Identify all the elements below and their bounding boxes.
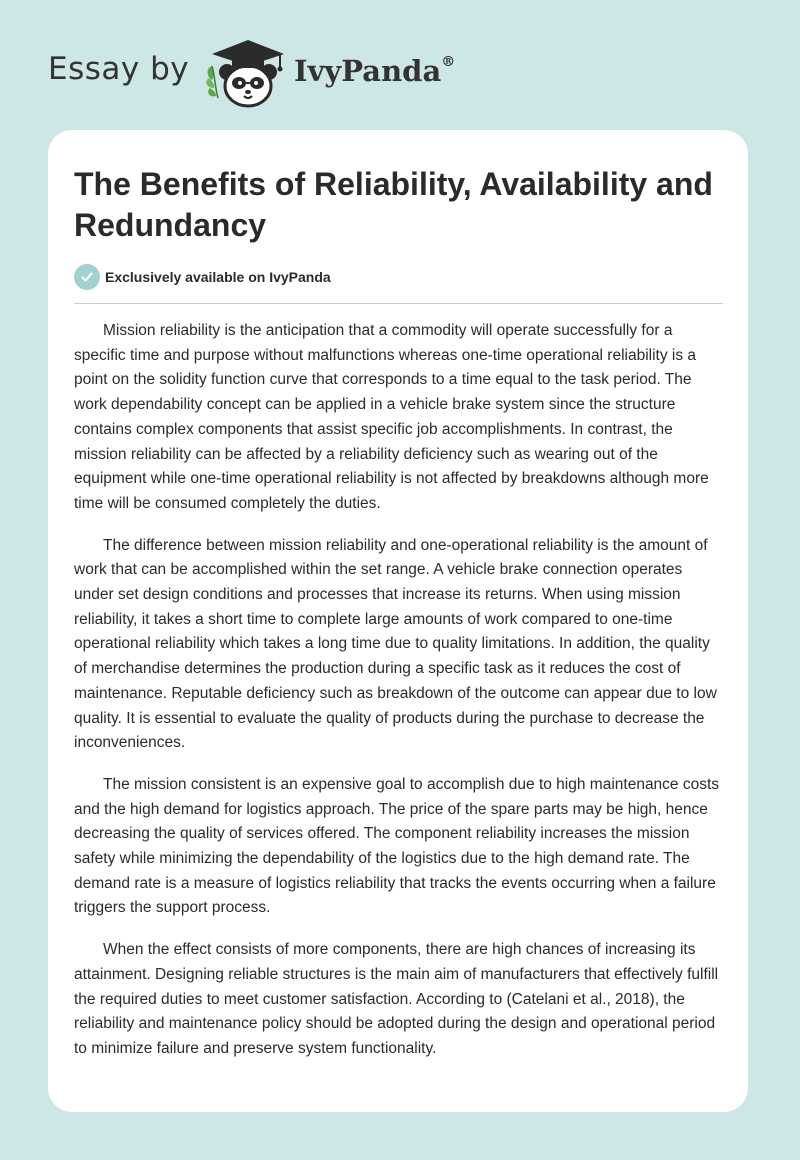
divider (74, 303, 723, 304)
check-icon (74, 264, 100, 290)
essay-by-label: Essay by (48, 51, 190, 87)
essay-title: The Benefits of Reliability, Availability and Redundancy (74, 166, 713, 243)
brand-name (294, 54, 455, 88)
paragraph: Mission reliability is the anticipation that a commodity will operate successfully for a specific time and purpose without malfunctions whereas one-time operational reliability is a point on the solidity function curve that corresponds to a time equal to the task period. The work dependability concept can be applied in a vehicle brake system since the structure contains complex components that assist specific job accomplishments. In contrast, the mission reliability can be affected by a reliability deficiency such as wearing out of the equipment while one-time operational reliability is not affected by breakdowns although more time will be consumed completely the duties. (74, 322, 709, 512)
essay-card (48, 130, 748, 1112)
panda-graduate-icon (200, 36, 290, 108)
site-header (48, 36, 508, 108)
brand-label: IvyPanda (294, 54, 442, 88)
paragraph: The mission consistent is an expensive goal to accomplish due to high maintenance costs and the high demand for logistics approach. The price of the spare parts may be high, hence decreasing the quality of services offered. The component reliability increases the mission safety while minimizing the dependability of the logistics due to the high demand rate. The demand rate is a measure of logistics reliability that tracks the events occurring when a failure triggers the support process. (74, 775, 720, 917)
paragraph: When the effect consists of more components, there are high chances of increasing its attainment. Designing reliable structures is the main aim of manufacturers that effectively fulfill the required duties to meet customer satisfaction. According to (Catelani et al., 2018), the reliability and maintenance policy should be adopted during the design and operational period to minimize failure and preserve system functionality. (74, 941, 719, 1057)
exclusive-label: Exclusively available on IvyPanda (105, 269, 331, 285)
registered-mark: ® (441, 54, 456, 71)
essay-body (74, 319, 726, 1079)
exclusive-badge (74, 264, 331, 290)
paragraph: The difference between mission reliability and one-operational reliability is the amount of work that can be accomplished within the set range. A vehicle brake connection operates under set design conditions and processes that increase its returns. When using mission reliability, it takes a short time to complete large amounts of work compared to one-time operational reliability which takes a long time due to quality limitations. In addition, the quality of merchandise determines the production during a specific task as it reduces the cost of maintenance. Reputable deficiency such as breakdown of the outcome can appear due to low quality. It is essential to evaluate the quality of products during the purchase to decrease the inconveniences. (74, 536, 717, 752)
